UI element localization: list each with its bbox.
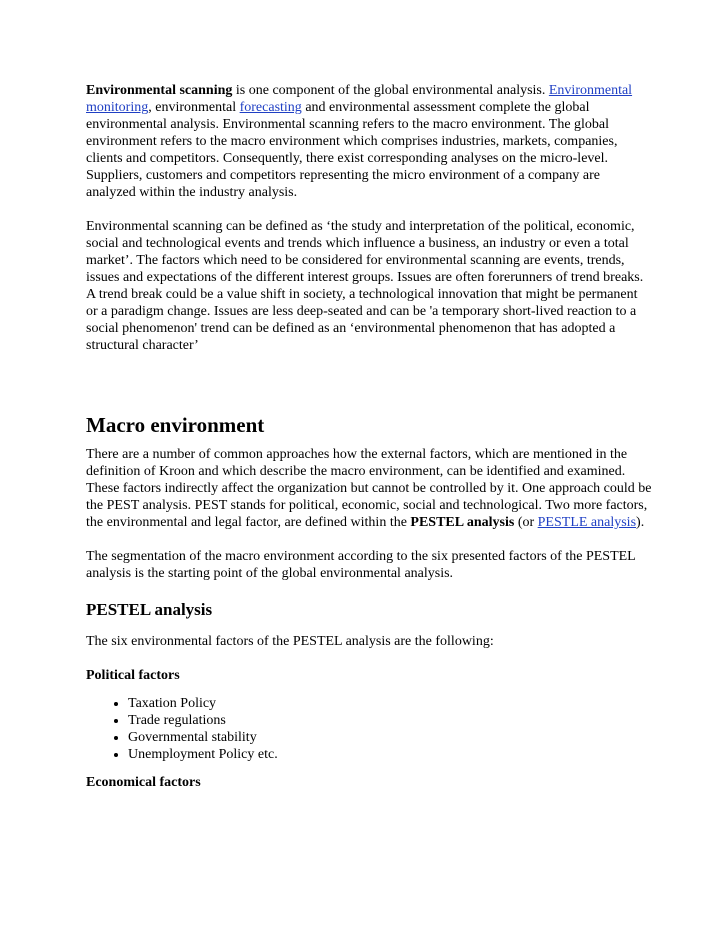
intro-term: Environmental scanning	[86, 83, 233, 98]
pestle-analysis-link[interactable]: PESTLE analysis	[537, 515, 637, 530]
intro-sentence-2: , environmental	[148, 100, 240, 115]
pestel-analysis-heading: PESTEL analysis	[86, 600, 213, 619]
intro-sentence-3: and environmental assessment complete the global environmental analysis. Environmental scanning refers to the macro environment. The global environment refers to the macro environment which comprises industries, markets, companies, clients and competitors. Consequently, there exist corresponding analyses on the micro-level. Suppliers, customers and competitors representing the micro environment of a company are analyzed within the industry analysis.	[86, 100, 618, 200]
macro-environment-heading: Macro environment	[86, 413, 265, 437]
pestel-intro: The six environmental factors of the PESTEL analysis are the following:	[86, 634, 494, 649]
political-factors-heading: Political factors	[86, 668, 180, 683]
forecasting-link[interactable]: forecasting	[239, 100, 302, 115]
pestel-bold-term: PESTEL analysis	[410, 515, 515, 530]
list-item: • Taxation Policy	[128, 695, 652, 712]
macro-paragraph-2: The segmentation of the macro environment according to the six presented factors of the PESTEL analysis is the starting point of the global environmental analysis.	[86, 549, 636, 581]
intro-paragraph	[86, 82, 652, 201]
macro-p1-text: There are a number of common approaches how the external factors, which are mentioned in the definition of Kroon and which describe the macro environment, can be identified and examined. These factors indirectly affect the organization but cannot be controlled by it. One approach could be the PEST analysis. PEST stands for political, economic, social and technological. Two more factors, the environmental and legal factor, are defined within the	[86, 447, 652, 530]
definition-paragraph: Environmental scanning can be defined as ‘the study and interpretation of the political, economic, social and technological events and trends which influence a business, an industry or even a total market’. The factors which need to be considered for environmental scanning are events, trends, issues and expectations of the different interest groups. Issues are often forerunners of trend breaks. A trend break could be a value shift in society, a technological innovation that might be permanent or a paradigm change. Issues are less deep-seated and can be 'a temporary short-lived reaction to a social phenomenon' trend can be defined as an ‘environmental phenomenon that has adopted a structural character’	[86, 219, 644, 353]
list-item: • Governmental stability	[128, 729, 652, 746]
list-item: • Unemployment Policy etc.	[128, 746, 652, 763]
document-body	[86, 82, 652, 802]
list-item: • Trade regulations	[128, 712, 652, 729]
macro-p1-end: ).	[636, 515, 645, 530]
macro-paragraph-1	[86, 446, 652, 531]
economical-factors-heading: Economical factors	[86, 775, 201, 790]
political-factors-list	[86, 695, 652, 763]
macro-p1-mid: (or	[514, 515, 538, 530]
environmental-monitoring-link[interactable]: Environmental monitoring	[86, 83, 633, 115]
intro-sentence-1: is one component of the global environmental analysis.	[232, 83, 549, 98]
